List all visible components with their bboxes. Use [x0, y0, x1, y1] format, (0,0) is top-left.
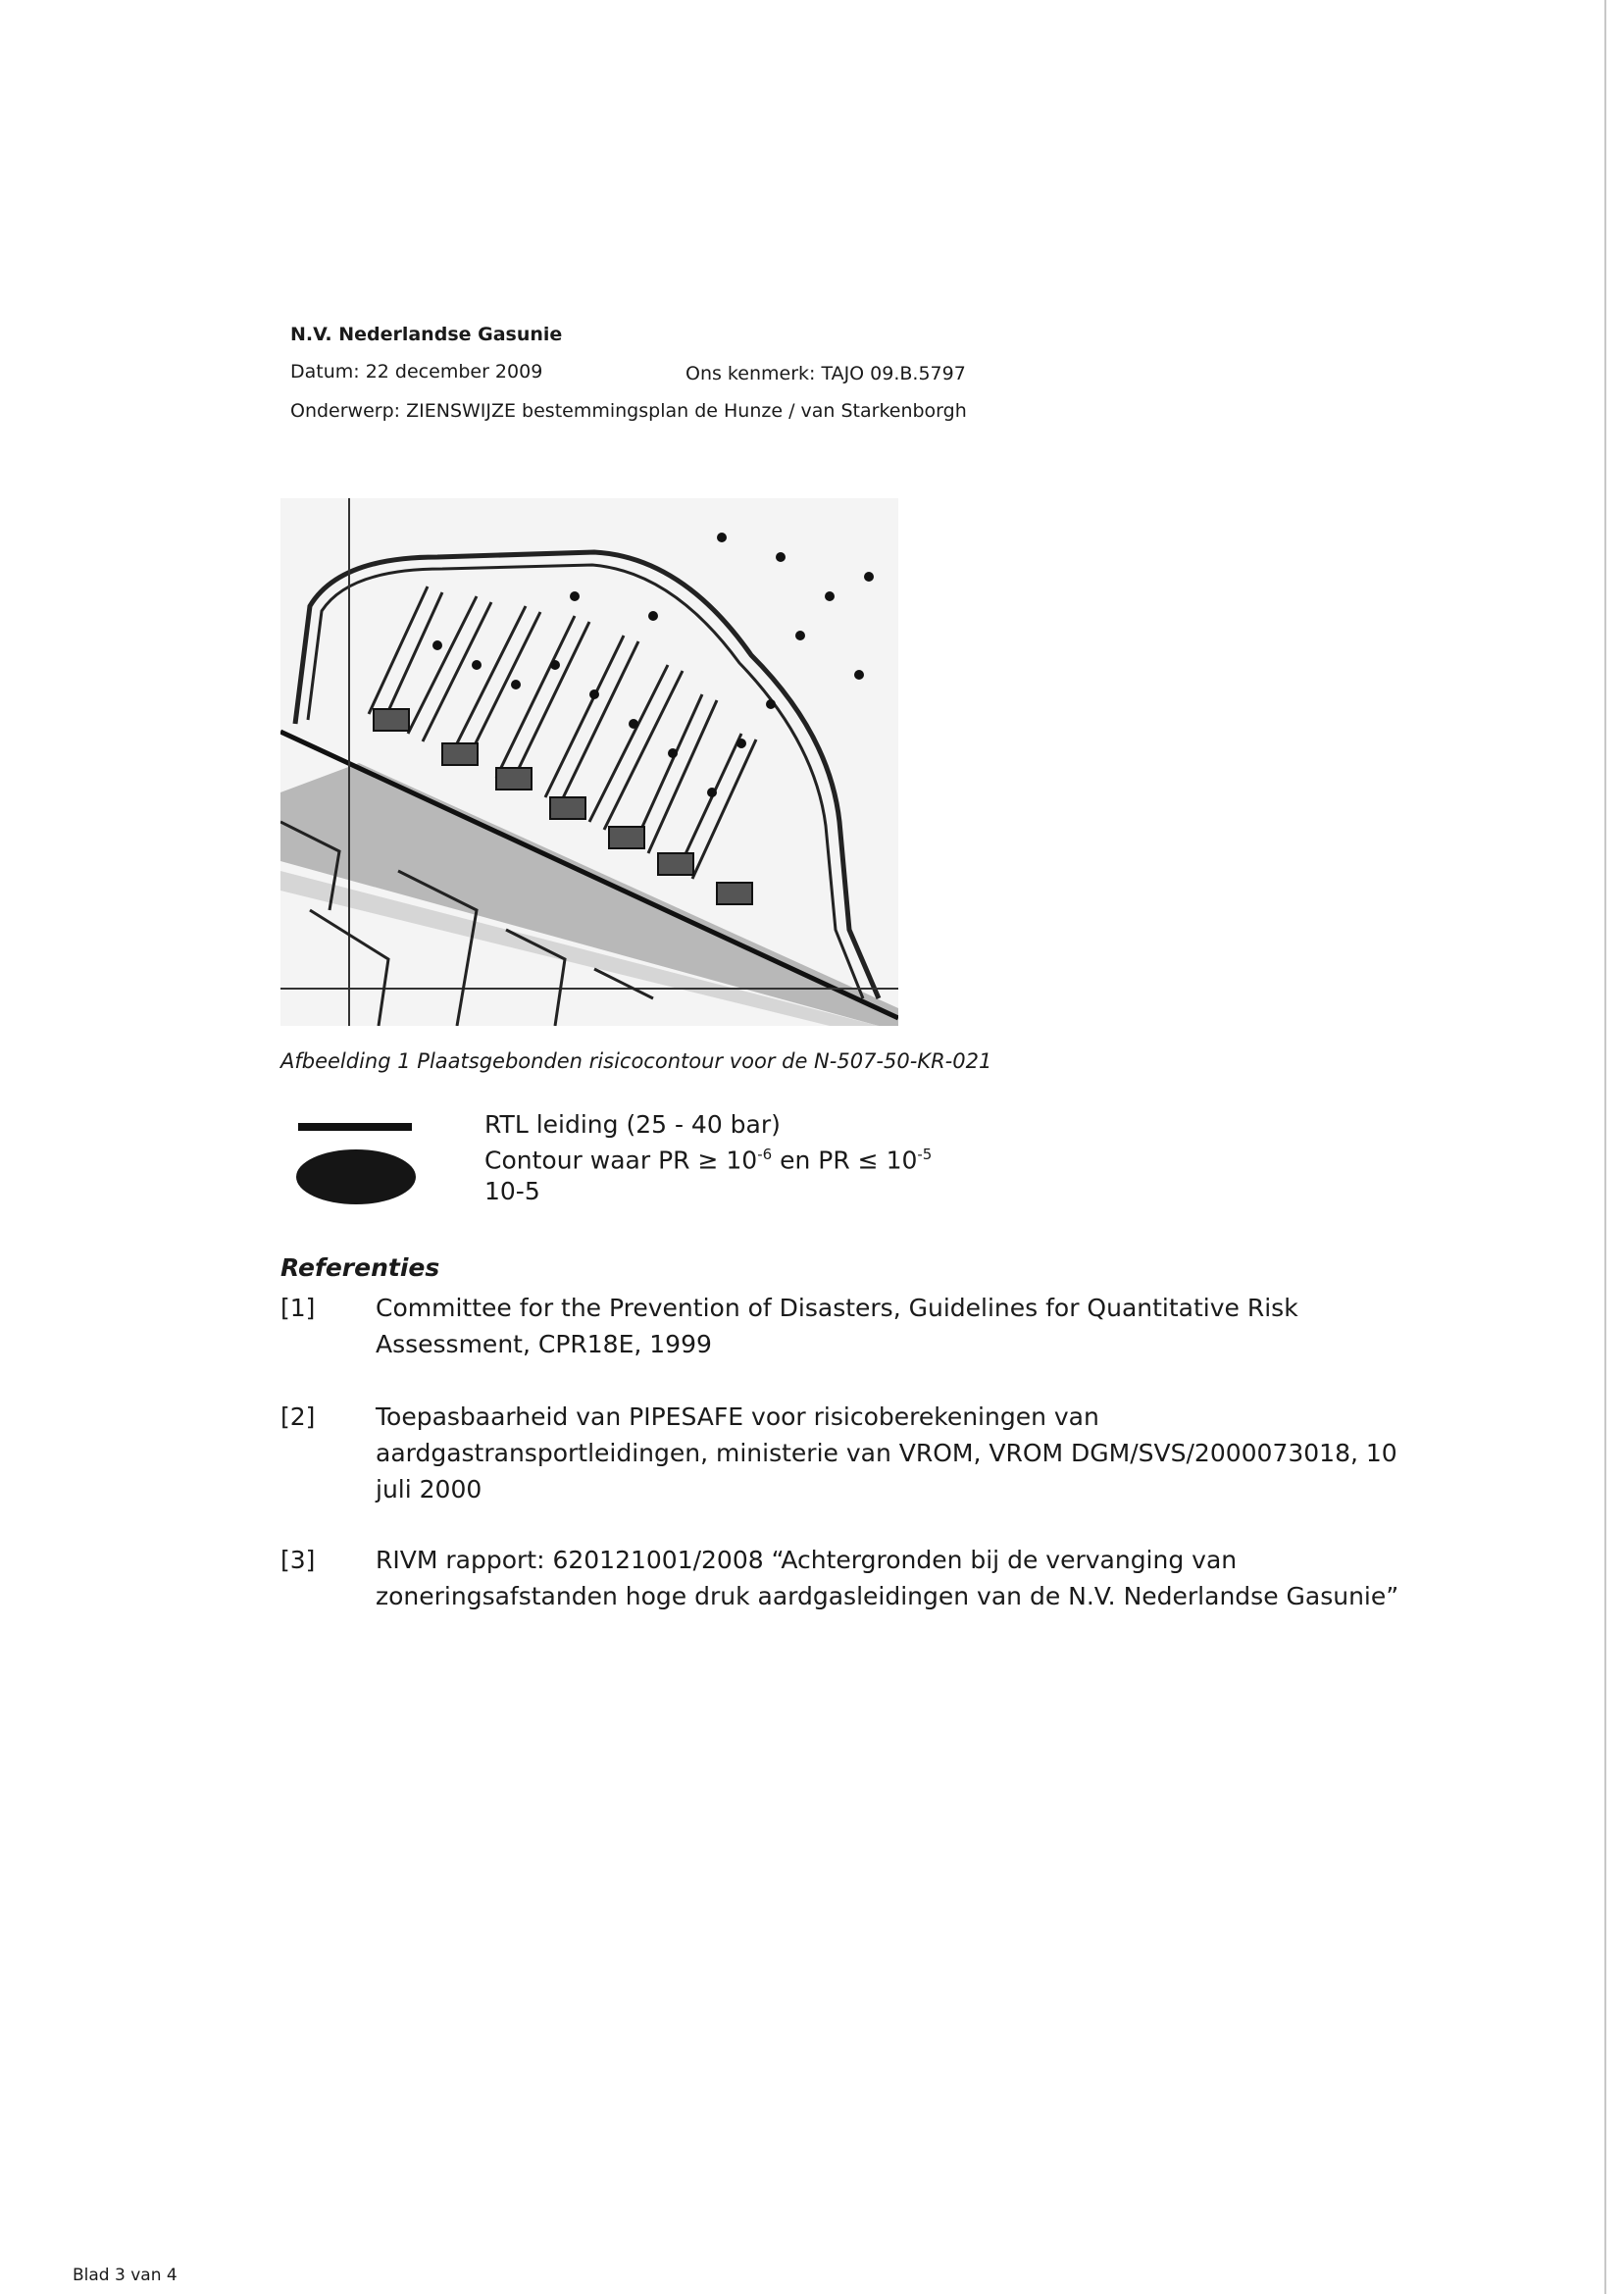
letter-subject: Onderwerp: ZIENSWIJZE bestemmingsplan de Hunze / van Starkenborgh — [290, 400, 967, 422]
reference-number-label: [2] — [280, 1402, 316, 1431]
figure-caption: Afbeelding 1 Plaatsgebonden risicocontour voor de N-507-50-KR-021 — [280, 1049, 992, 1073]
contour-legend-extra: 10-5 — [484, 1177, 540, 1205]
pipeline-legend-swatch — [298, 1123, 412, 1131]
reference-number-label: [3] — [280, 1546, 316, 1574]
references-heading: Referenties — [280, 1253, 440, 1282]
contour-label-mid: en PR ≤ 10 — [772, 1146, 918, 1175]
reference-number-label: [1] — [280, 1294, 316, 1322]
letter-date: Datum: 22 december 2009 — [290, 361, 543, 382]
contour-legend-label — [484, 1146, 932, 1174]
contour-exponent-2: -5 — [917, 1146, 933, 1163]
page-edge-line — [1604, 0, 1606, 2294]
reference-number: Ons kenmerk: TAJO 09.B.5797 — [685, 363, 966, 384]
page-number: Blad 3 van 4 — [73, 2266, 178, 2285]
pipeline-legend-label: RTL leiding (25 - 40 bar) — [484, 1110, 781, 1139]
contour-label-prefix: Contour waar PR ≥ 10 — [484, 1146, 758, 1175]
contour-legend-swatch — [296, 1149, 416, 1204]
reference-text: RIVM rapport: 620121001/2008 “Achtergronden bij de vervanging van zoneringsafstanden hoge druk aardgasleidingen van de N.V. Nederlandse Gasunie” — [376, 1546, 1399, 1610]
reference-text: Toepasbaarheid van PIPESAFE voor risicoberekeningen van aardgastransportleidingen, ministerie van VROM, VROM DGM/SVS/2000073018, 10 juli 2000 — [376, 1402, 1397, 1504]
reference-text: Committee for the Prevention of Disasters, Guidelines for Quantitative Risk Assessment, CPR18E, 1999 — [376, 1294, 1298, 1358]
risk-contour-map — [280, 498, 898, 1026]
contour-exponent-1: -6 — [757, 1146, 773, 1163]
company-name: N.V. Nederlandse Gasunie — [290, 324, 563, 345]
